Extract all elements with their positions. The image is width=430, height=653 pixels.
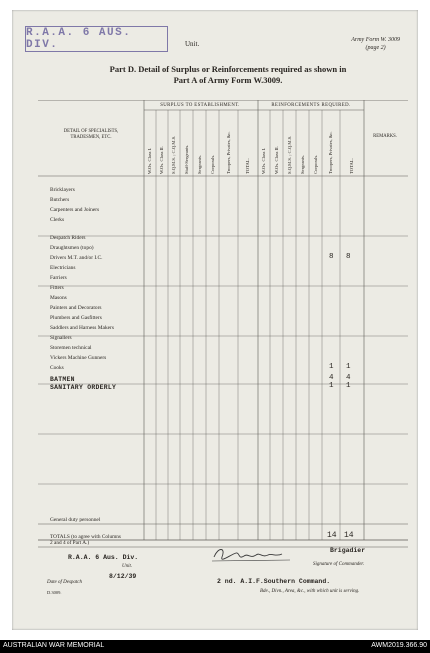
surplus-column-header: TOTAL. (245, 158, 250, 174)
surplus-column-header: W.Os. Class II. (159, 146, 164, 174)
form-title-line-2: Part A of Army Form W.3009. (173, 75, 283, 85)
specialist-row: Masons (50, 295, 67, 301)
specialist-row: Painters and Decorators (50, 305, 102, 311)
surplus-column-header: Troopers, Privates, &c. (225, 131, 231, 174)
form-title-line-1: Part D. Detail of Surplus or Reinforcements required as shown in (109, 64, 347, 74)
specialist-row: Storemen technical (50, 345, 92, 351)
typed-row: SANITARY ORDERLY (50, 384, 117, 391)
reinforcements-header: REINFORCEMENTS REQUIRED. (271, 103, 351, 108)
footer-right: AWM2019.366.90 (371, 642, 427, 649)
specialist-row: Butchers (50, 197, 70, 203)
specialist-row: Saddlers and Harness Makers (50, 325, 114, 331)
unit-typed: R.A.A. 6 Aus. Div. (68, 554, 139, 561)
reinforcement-column-header: Troopers, Privates, &c. (328, 131, 333, 174)
general-duty-row: General duty personnel (50, 517, 101, 523)
surplus-header: SURPLUS TO ESTABLISHMENT. (160, 103, 240, 108)
specialists-header-line-2: TRADESMEN, ETC. (70, 135, 112, 140)
form-code: D.3009. (47, 590, 62, 595)
command-caption: Bde., Divn., Area, &c., with which unit is serving. (260, 589, 360, 594)
totals-label (50, 534, 121, 546)
totals-total: 14 (344, 531, 354, 540)
reinforcement-column-header: Corporals. (312, 154, 318, 174)
specialist-row: Despatch Riders (50, 235, 86, 241)
detail-table (38, 100, 408, 548)
specialists-header-line-1: DETAIL OF SPECIALISTS, (63, 129, 119, 134)
surplus-column-header: Corporals. (209, 154, 215, 174)
specialist-row: Farriers (50, 275, 67, 281)
specialists-header (44, 129, 138, 141)
specialist-row: Draughtsmen (topo) (50, 245, 94, 251)
entry-total: 8 (346, 253, 351, 261)
specialist-row: Bricklayers (50, 187, 75, 193)
entry-total: 1 (346, 363, 351, 371)
form-reference-line: Army Form W. 3009 (351, 37, 400, 43)
reinforcement-column-header: W.Os. Class I. (261, 147, 266, 174)
reinforcement-column-header: TOTAL. (349, 158, 354, 174)
form-title (52, 64, 404, 86)
entry-troopers: 1 (329, 382, 334, 390)
totals-label-line-1: TOTALS (to agree with Columns (50, 534, 121, 540)
entry-total: 1 (346, 382, 351, 390)
form-reference (351, 36, 400, 52)
specialist-row: Plumbers and Gasfitters (50, 315, 102, 321)
commander-caption: Signature of Commander. (313, 562, 365, 567)
surplus-column-header: W.Os. Class I. (147, 147, 152, 174)
surplus-column-header: Sergeants. (196, 155, 202, 174)
despatch-date: 8/12/39 (109, 573, 137, 580)
entry-troopers: 1 (329, 363, 334, 371)
commander-signature (208, 543, 298, 567)
commander-rank: Brigadier (330, 547, 366, 554)
specialist-row: Fitters (50, 285, 64, 291)
form-page (12, 10, 418, 630)
form-reference-page: (page 2) (365, 45, 386, 51)
unit-stamp: R.A.A. 6 AUS. DIV. (25, 26, 168, 52)
footer-left: AUSTRALIAN WAR MEMORIAL (3, 642, 105, 649)
specialist-row: Clerks (50, 217, 65, 223)
date-label: Date of Despatch (47, 580, 82, 585)
footer-bar (0, 640, 430, 653)
unit-caption: Unit. (122, 564, 133, 569)
specialist-row: Vickers Machine Gunners (50, 355, 107, 361)
surplus-column-header: Staff-Sergeants. (183, 144, 189, 174)
specialist-row: Carpenters and Joiners (50, 207, 100, 213)
specialist-row: Drivers M.T. and/or I.C. (50, 255, 103, 261)
unit-label: Unit. (185, 40, 200, 48)
specialist-row: Cooks (50, 365, 64, 371)
totals-troopers: 14 (327, 531, 337, 540)
entry-total: 4 (346, 374, 351, 382)
specialist-row: Electricians (50, 265, 76, 271)
typed-row: BATMEN (50, 376, 75, 383)
remarks-header: REMARKS. (373, 134, 397, 139)
reinforcement-column-header: Sergeants. (299, 155, 305, 174)
specialist-row: Signallers (50, 335, 72, 341)
surplus-column-header: S.Q.M.S. ; C.Q.M.S. (171, 135, 176, 174)
reinforcement-column-header: W.Os. Class II. (273, 146, 279, 174)
entry-troopers: 8 (329, 253, 334, 261)
entry-troopers: 4 (329, 374, 334, 382)
command-typed: 2 nd. A.I.F.Southern Command. (217, 578, 331, 585)
reinforcement-column-header: S.Q.M.S. ; C.Q.M.S. (286, 135, 292, 174)
totals-label-line-2: 2 and 4 of Part A.) (50, 540, 90, 546)
